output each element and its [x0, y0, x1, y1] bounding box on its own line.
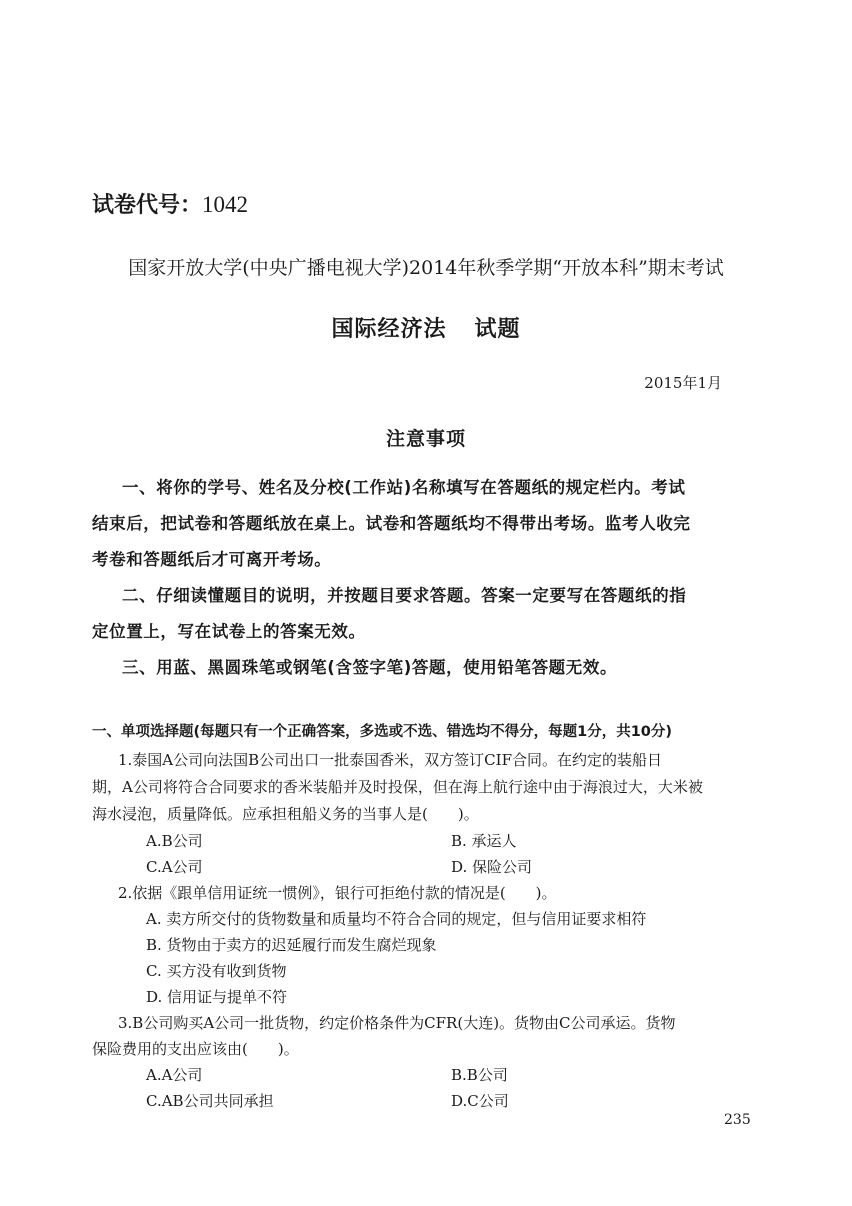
- exam-header: 国家开放大学(中央广播电视大学)2014年秋季学期“开放本科”期末考试: [128, 257, 724, 279]
- question-3-option: B.B公司: [451, 1066, 508, 1084]
- paper-code-label: 试卷代号：: [92, 193, 203, 218]
- question-2-option: B. 货物由于卖方的迟延履行而发生腐烂现象: [146, 936, 437, 954]
- question-3-line: 保险费用的支出应该由( )。: [92, 1040, 299, 1058]
- notice-line: 三、用蓝、黑圆珠笔或钢笔(含签字笔)答题，使用铅笔答题无效。: [122, 658, 618, 677]
- question-3-line: 3.B公司购买A公司一批货物，约定价格条件为CFR(大连)。货物由C公司承运。货物: [118, 1014, 676, 1032]
- question-1-option: C.A公司: [146, 858, 203, 876]
- exam-date: 2015年1月: [644, 374, 722, 392]
- question-1-line: 海水浸泡，质量降低。应承担租船义务的当事人是( )。: [92, 805, 479, 823]
- notice-line: 定位置上，写在试卷上的答案无效。: [92, 622, 366, 641]
- question-1-option: B. 承运人: [451, 832, 517, 850]
- question-2-option: D. 信用证与提单不符: [146, 988, 288, 1006]
- notice-line: 一、将你的学号、姓名及分校(工作站)名称填写在答题纸的规定栏内。考试: [122, 478, 686, 497]
- section-title: 一、单项选择题(每题只有一个正确答案，多选或不选、错选均不得分，每题1分，共10分): [92, 724, 673, 740]
- paper-code: [92, 188, 248, 219]
- question-1-line: 1.泰国A公司向法国B公司出口一批泰国香米，双方签订CIF合同。在约定的装船日: [118, 751, 662, 769]
- question-1-option: A.B公司: [146, 832, 203, 850]
- paper-code-number: 1042: [202, 192, 249, 217]
- question-1-option: D. 保险公司: [451, 858, 533, 876]
- question-3-option: C.AB公司共同承担: [146, 1092, 274, 1110]
- notice-line: 考卷和答题纸后才可离开考场。: [92, 550, 332, 569]
- question-2-option: A. 卖方所交付的货物数量和质量均不符合合同的规定，但与信用证要求相符: [146, 910, 647, 928]
- notice-title: 注意事项: [385, 428, 466, 450]
- question-1-line: 期，A公司将符合合同要求的香米装船并及时投保，但在海上航行途中由于海浪过大，大米被: [92, 778, 703, 796]
- question-3-option: D.C公司: [451, 1092, 509, 1110]
- exam-type: 试题: [474, 317, 521, 342]
- question-3-option: A.A公司: [146, 1066, 203, 1084]
- question-2-option: C. 买方没有收到货物: [146, 962, 287, 980]
- notice-line: 二、仔细读懂题目的说明，并按题目要求答题。答案一定要写在答题纸的指: [122, 586, 687, 605]
- question-2-line: 2.依据《跟单信用证统一惯例》，银行可拒绝付款的情况是( )。: [118, 884, 557, 902]
- page-number: 235: [724, 1112, 751, 1128]
- notice-line: 结束后，把试卷和答题纸放在桌上。试卷和答题纸均不得带出考场。监考人收完: [92, 514, 691, 533]
- exam-subject: 国际经济法: [331, 317, 447, 342]
- exam-title: [0, 312, 852, 343]
